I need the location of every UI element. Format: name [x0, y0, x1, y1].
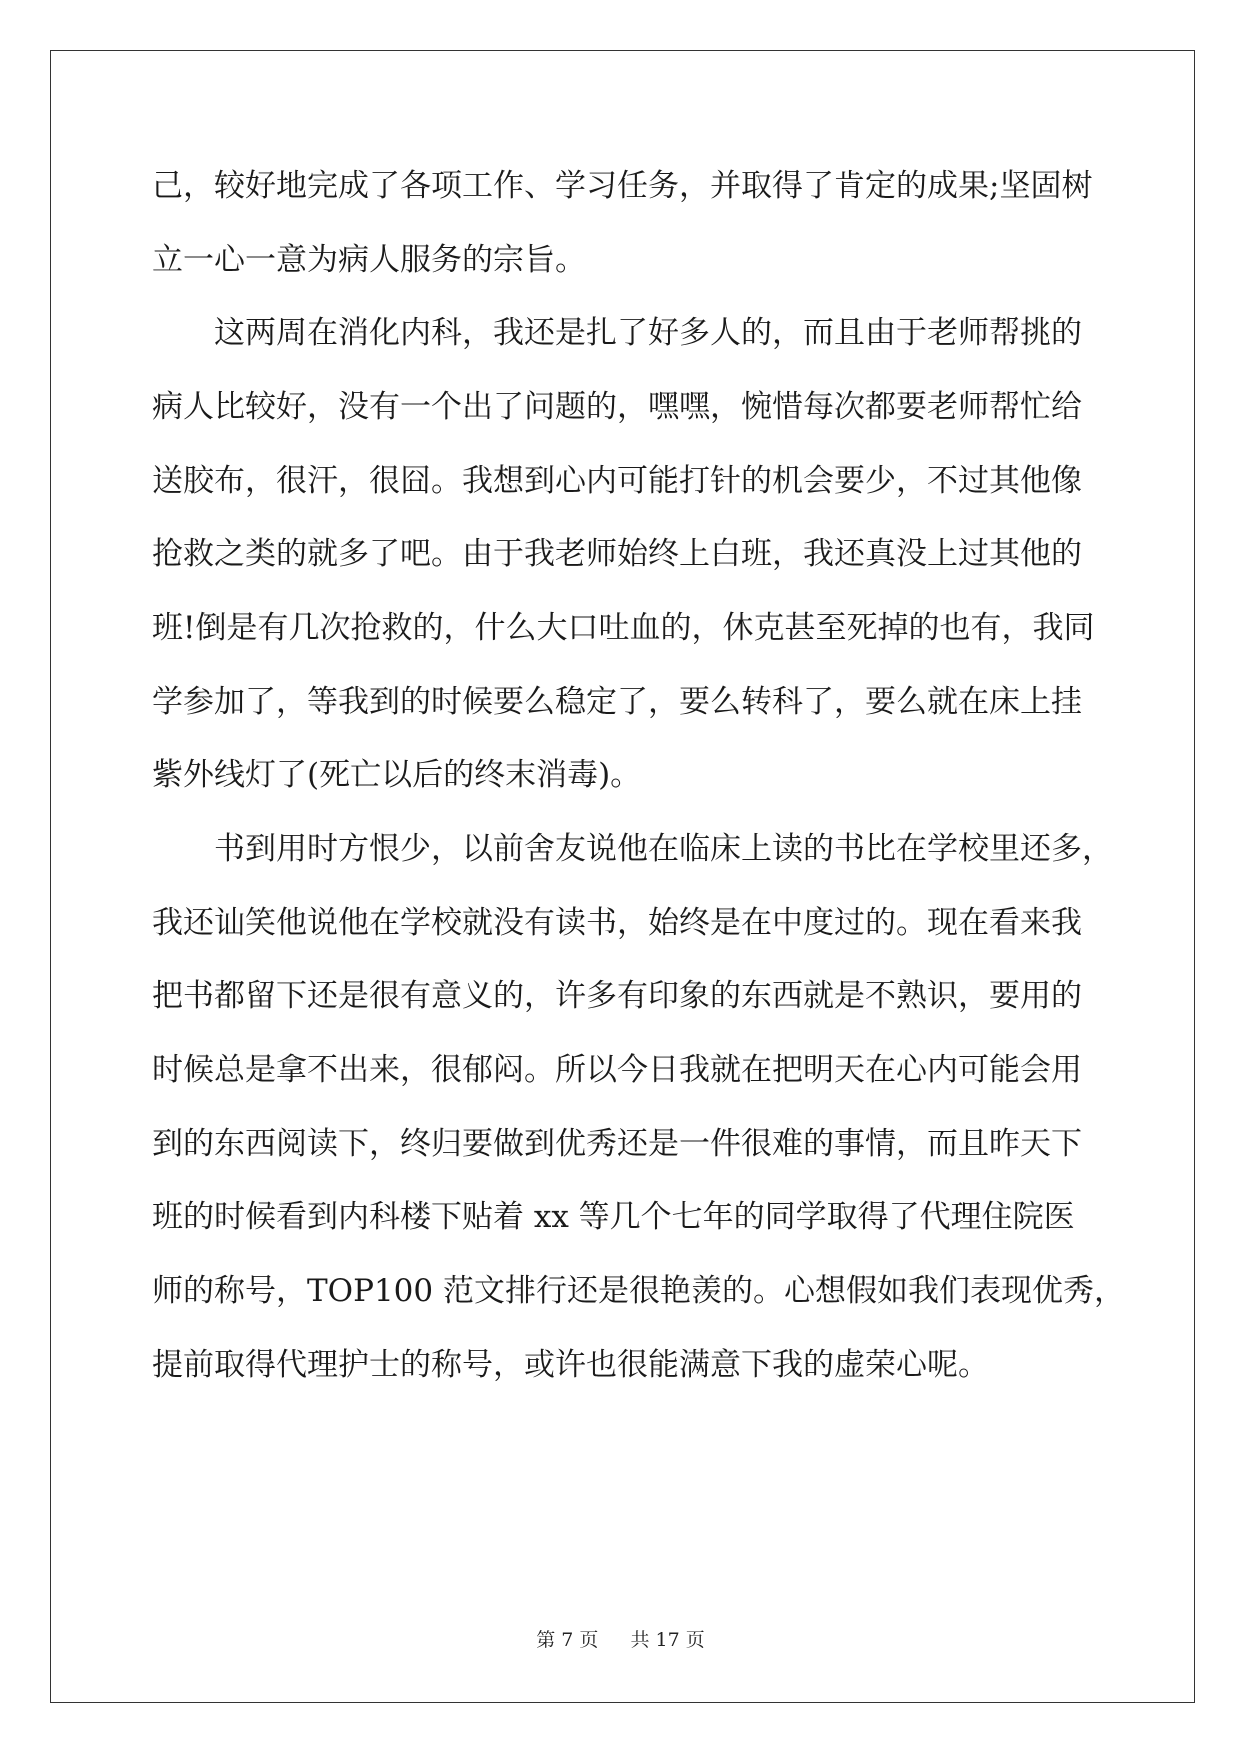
text-line: 抢救之类的就多了吧。由于我老师始终上白班，我还真没上过其他的 — [152, 536, 1082, 572]
paragraph-start-line: 这两周在消化内科，我还是扎了好多人的，而且由于老师帮挑的 — [214, 315, 1082, 351]
text-line: 立一心一意为病人服务的宗旨。 — [152, 242, 586, 278]
text-line: 己，较好地完成了各项工作、学习任务，并取得了肯定的成果;坚固树 — [152, 168, 1093, 204]
text-line: 我还讪笑他说他在学校就没有读书，始终是在中度过的。现在看来我 — [152, 905, 1082, 941]
page-total: 共 17 页 — [630, 1629, 705, 1651]
text-line: 送胶布，很汗，很囧。我想到心内可能打针的机会要少，不过其他像 — [152, 463, 1082, 499]
text-line: 时候总是拿不出来，很郁闷。所以今日我就在把明天在心内可能会用 — [152, 1052, 1082, 1088]
text-line: 提前取得代理护士的称号，或许也很能满意下我的虚荣心呢。 — [152, 1347, 989, 1383]
text-line: 班的时候看到内科楼下贴着 xx 等几个七年的同学取得了代理住院医 — [152, 1199, 1075, 1235]
paragraph-start-line: 书到用时方恨少，以前舍友说他在临床上读的书比在学校里还多， — [214, 831, 1113, 867]
text-line: 病人比较好，没有一个出了问题的，嘿嘿，惋惜每次都要老师帮忙给 — [152, 389, 1082, 425]
page-footer — [0, 1625, 1241, 1652]
page-number: 第 7 页 — [536, 1629, 599, 1651]
page-border — [50, 50, 1195, 1703]
text-line: 学参加了，等我到的时候要么稳定了，要么转科了，要么就在床上挂 — [152, 684, 1082, 720]
text-line: 师的称号，TOP100 范文排行还是很艳羡的。心想假如我们表现优秀， — [152, 1273, 1125, 1309]
text-line: 紫外线灯了(死亡以后的终末消毒)。 — [152, 757, 642, 793]
text-line: 班!倒是有几次抢救的，什么大口吐血的，休克甚至死掉的也有，我同 — [152, 610, 1095, 646]
text-line: 到的东西阅读下，终归要做到优秀还是一件很难的事情，而且昨天下 — [152, 1126, 1082, 1162]
text-line: 把书都留下还是很有意义的，许多有印象的东西就是不熟识，要用的 — [152, 978, 1082, 1014]
